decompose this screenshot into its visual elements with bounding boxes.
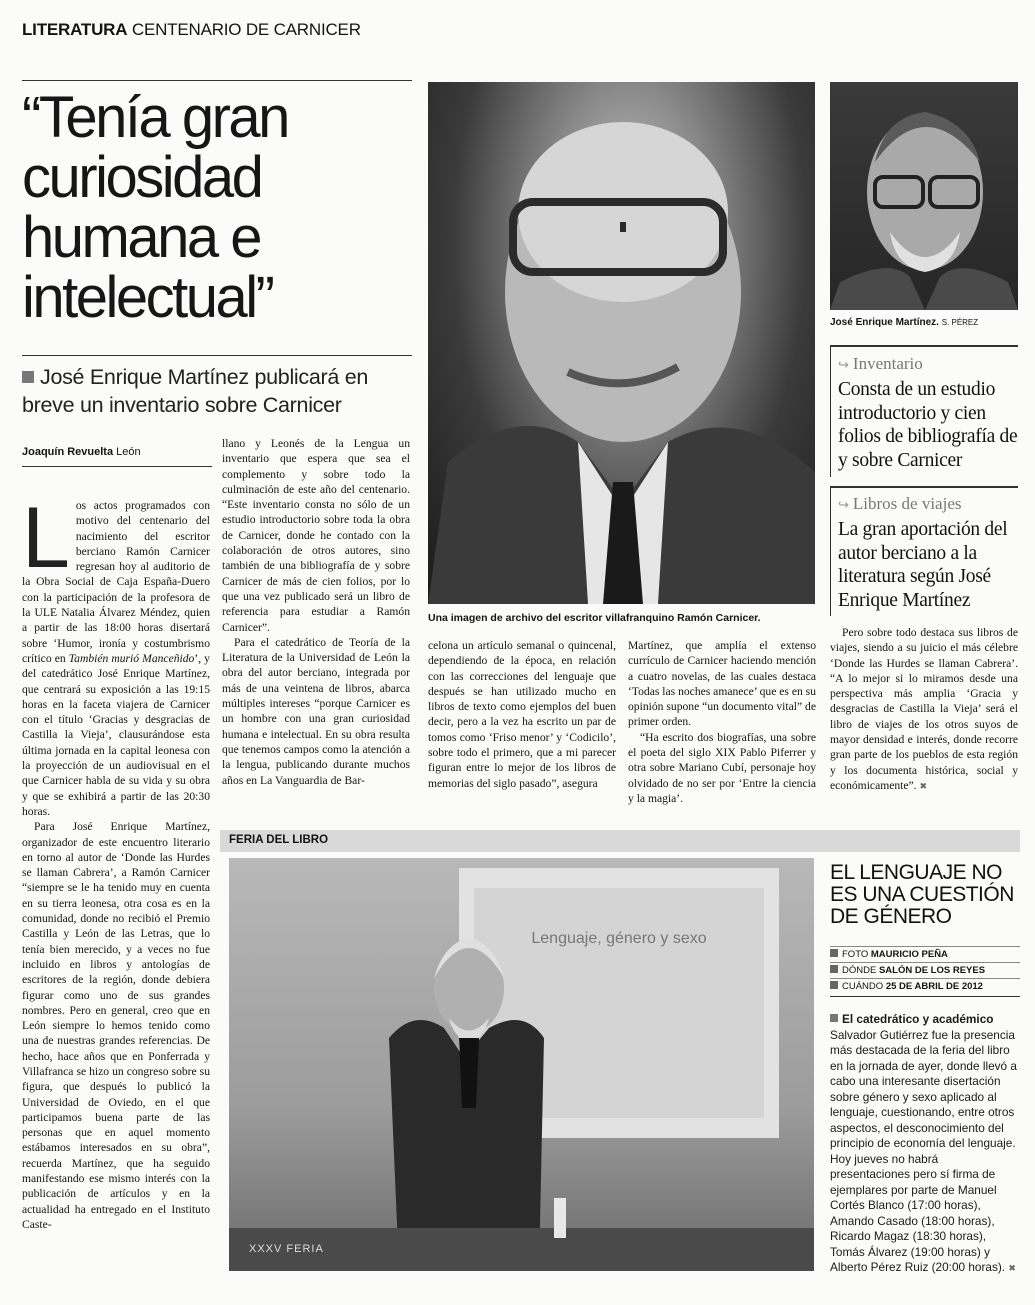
header-rule [22, 80, 412, 81]
meta-cuando: CUÁNDO 25 DE ABRIL DE 2012 [830, 978, 1020, 992]
end-mark-icon: ✖ [1008, 1264, 1016, 1274]
arrow-icon: ↪ [838, 358, 849, 373]
end-mark-icon: ✖ [919, 781, 928, 792]
body-column-4 [628, 638, 816, 823]
photo-jose-enrique-martinez [830, 82, 1018, 310]
meta-foto: FOTO MAURICIO PEÑA [830, 946, 1020, 960]
arrow-icon: ↪ [838, 498, 849, 513]
section-topic: CENTENARIO DE CARNICER [131, 20, 361, 39]
photo-feria-conference [229, 858, 814, 1271]
conference-illustration [229, 858, 814, 1271]
body-paragraph: Para José Enrique Martínez, organizador de este encuentro literario en torno al autor de ‘Donde las Hurdes se llaman Cabrera’, a Ramón Carnicer “siempre se le ha tenido muy en cuenta en su tierra leonesa, otra cosa es en la comunidad, donde no recibió el Premio Castilla y León de las Letras, que lo tenía bien merecido, y a veces no fue incluido en libros y antologías de escritores de la región, donde debiera figurar como uno de sus grandes nombres. Pero en general, creo que en León siempre lo hemos tenido como una de nuestras grandes referencias. De hecho, hace años que en Ponferrada y Villafranca se hizo un congreso sobre su figura, que después lo publicó la Universidad de Oviedo, en el que participamos buena parte de las personas que en aquel momento estábamos interesados en su obra”, recuerda Martínez, que ha seguido manifestando ese mismo interés con la publicación de artículos y en la actualidad ha entregado en el Instituto Caste- [22, 820, 210, 1231]
headline-rule [22, 355, 412, 356]
body-paragraph: llano y Leonés de la Lengua un inventario que espera que sea el complemento y sobre todo la culminación de este año del centenario. “Este inventario consta no sólo de un estudio introductorio sobre toda la obra de Carnicer, donde he contado con la colaboración de otros autores, sino también de una bibliografía de y sobre Carnicer de más de cien folios, por lo que una vez publicado será un libro de referencia para estudiar a Ramón Carnicer”. [222, 437, 410, 634]
feria-band-label: FERIA DEL LIBRO [229, 834, 329, 846]
sidebar-text-libros-de-viajes: La gran aportación del autor berciano a la literatura según José Enrique Martínez [838, 519, 1008, 611]
section-label: LITERATURA [22, 20, 128, 39]
body-column-1 [22, 498, 210, 1298]
banner-text: XXXV FERIA [249, 1243, 324, 1255]
sidebar-text-inventario: Consta de un estudio introductorio y cien folios de bibliografía de y sobre Carnicer [838, 379, 1018, 471]
body-column-3: celona un artículo semanal o quincenal, dependiendo de la época, en relación con las correcciones del lenguaje que después se han utilizado mucho en libros de texto como ejemplos del buen decir, pero a la vez ha escrito un par de tomos como ‘Friso menor’ y ‘Codicilo’, sobre todo el primero, que a mi parecer figuran entre lo mejor de los libros de memorias del siglo pasado”, asegura [428, 639, 616, 790]
body-paragraph: Los actos programados con motivo del centenario del nacimiento del escritor berciano Ramón Carnicer regresan hoy al auditorio de la Obra Social de Caja España-Duero con la participación de la profesora de la ULE Natalia Álvarez Méndez, quien a partir de las 18:00 horas disertará sobre ‘Humor, ironía y costumbrismo crítico en También murió Manceñido’, y del catedrático José Enrique Martínez, que centrará su exposición a las 19:15 horas en la faceta viajera de Carnicer con el título ‘Gracias y desgracias de Castilla la Vieja’, clausurándose esta última jornada en la capital leonesa con la proyección de un audiovisual en el que Carnicer habla de su vida y su obra y que se exhibirá a partir de las 20:30 horas. [22, 498, 210, 818]
byline-place: León [116, 446, 141, 458]
projection-screen-text: Lenguaje, género y sexo [531, 930, 707, 947]
byline-author: Joaquín Revuelta [22, 446, 114, 458]
portrait-illustration [428, 82, 815, 604]
feria-title: EL LENGUAJE NO ES UNA CUESTIÓN DE GÉNERO [830, 861, 1014, 928]
body-column-2 [222, 436, 410, 830]
photo-ramon-carnicer [428, 82, 815, 604]
headline: “Tenía gran curiosidad humana e intelectual” [22, 85, 288, 330]
square-bullet-icon [830, 949, 838, 957]
sidebar-rule-left-2 [830, 486, 831, 616]
body-paragraph: Pero sobre todo destaca sus libros de viajes, siendo a su juicio el más célebre ‘Donde las Hurdes se llaman Cabrera’. “A lo mejor si lo miramos desde una perspectiva más amplia ‘Gracia y desgracias de Castilla la Vieja’ será el libro de viajes de los otros suyos de mayor densidad e interés, donde recorre gran parte de los pueblos de esta región y los documenta histórica, social y económicamente”. ✖ [830, 626, 1018, 792]
meta-rule [830, 996, 1020, 997]
portrait-caption: José Enrique Martínez. S. PÉREZ [830, 317, 979, 328]
body-paragraph: Martínez, que amplía el extenso currículo de Carnicer haciendo mención a cuatro novelas, de las cuales destaca ‘Todas las noches amanece’ que es en su opinión supone “un documento vital” de primer orden. [628, 639, 816, 729]
sidebar-kicker-libros-de-viajes: ↪ Libros de viajes [838, 494, 962, 513]
byline-rule [22, 466, 212, 467]
feria-band [220, 830, 1020, 852]
body-column-5 [830, 625, 1018, 815]
byline [22, 446, 141, 458]
body-paragraph: “Ha escrito dos biografías, una sobre el poeta del siglo XIX Pablo Piferrer y otra sobre Mariano Cubí, personaje hoy olvidado de no ser por ‘Entre la ciencia y la magia’. [628, 730, 816, 805]
section-header [22, 20, 361, 40]
square-bullet-icon [830, 981, 838, 989]
square-bullet-icon [22, 371, 34, 383]
sidebar-rule-1 [830, 345, 1018, 347]
square-bullet-icon [830, 965, 838, 973]
sidebar-kicker-inventario: ↪ Inventario [838, 354, 923, 373]
sidebar-rule-2 [830, 486, 1018, 488]
square-bullet-icon [830, 1014, 838, 1022]
feria-text: El catedrático y académico Salvador Gutiérrez fue la presencia más destacada de la feria del libro en la jornada de ayer, donde llevó a cabo una interesante disertación sobre género y sexo aplicado al lenguaje, cuestionando, entre otros aspectos, el desconocimiento del principio de economía del lenguaje. Hoy jueves no habrá presentaciones pero sí firma de ejemplares por parte de Manuel Cortés Blanco (17:00 horas), Amando Casado (18:00 horas), Ricardo Magaz (18:30 horas), Tomás Álvarez (19:00 horas) y Alberto Pérez Ruiz (20:00 horas). ✖ [830, 1012, 1017, 1274]
portrait-illustration [830, 82, 1018, 310]
body-paragraph: Para el catedrático de Teoría de la Literatura de la Universidad de León la obra del autor berciano, integrada por más de una veintena de libros, abarca múltiples intereses “porque Carnicer es un hombre con una gran curiosidad humana e intelectual. En su obra resulta que tenemos campos como la atención a la lengua, publicando durante muchos años en La Vanguardia de Bar- [222, 635, 410, 787]
sidebar-rule-left-1 [830, 345, 831, 477]
subhead [22, 363, 417, 419]
main-photo-caption: Una imagen de archivo del escritor villafranquino Ramón Carnicer. [428, 612, 761, 624]
subhead-text: José Enrique Martínez publicará en breve un inventario sobre Carnicer [22, 365, 369, 417]
drop-cap: L [22, 498, 70, 586]
meta-donde: DÓNDE SALÓN DE LOS REYES [830, 962, 1020, 976]
